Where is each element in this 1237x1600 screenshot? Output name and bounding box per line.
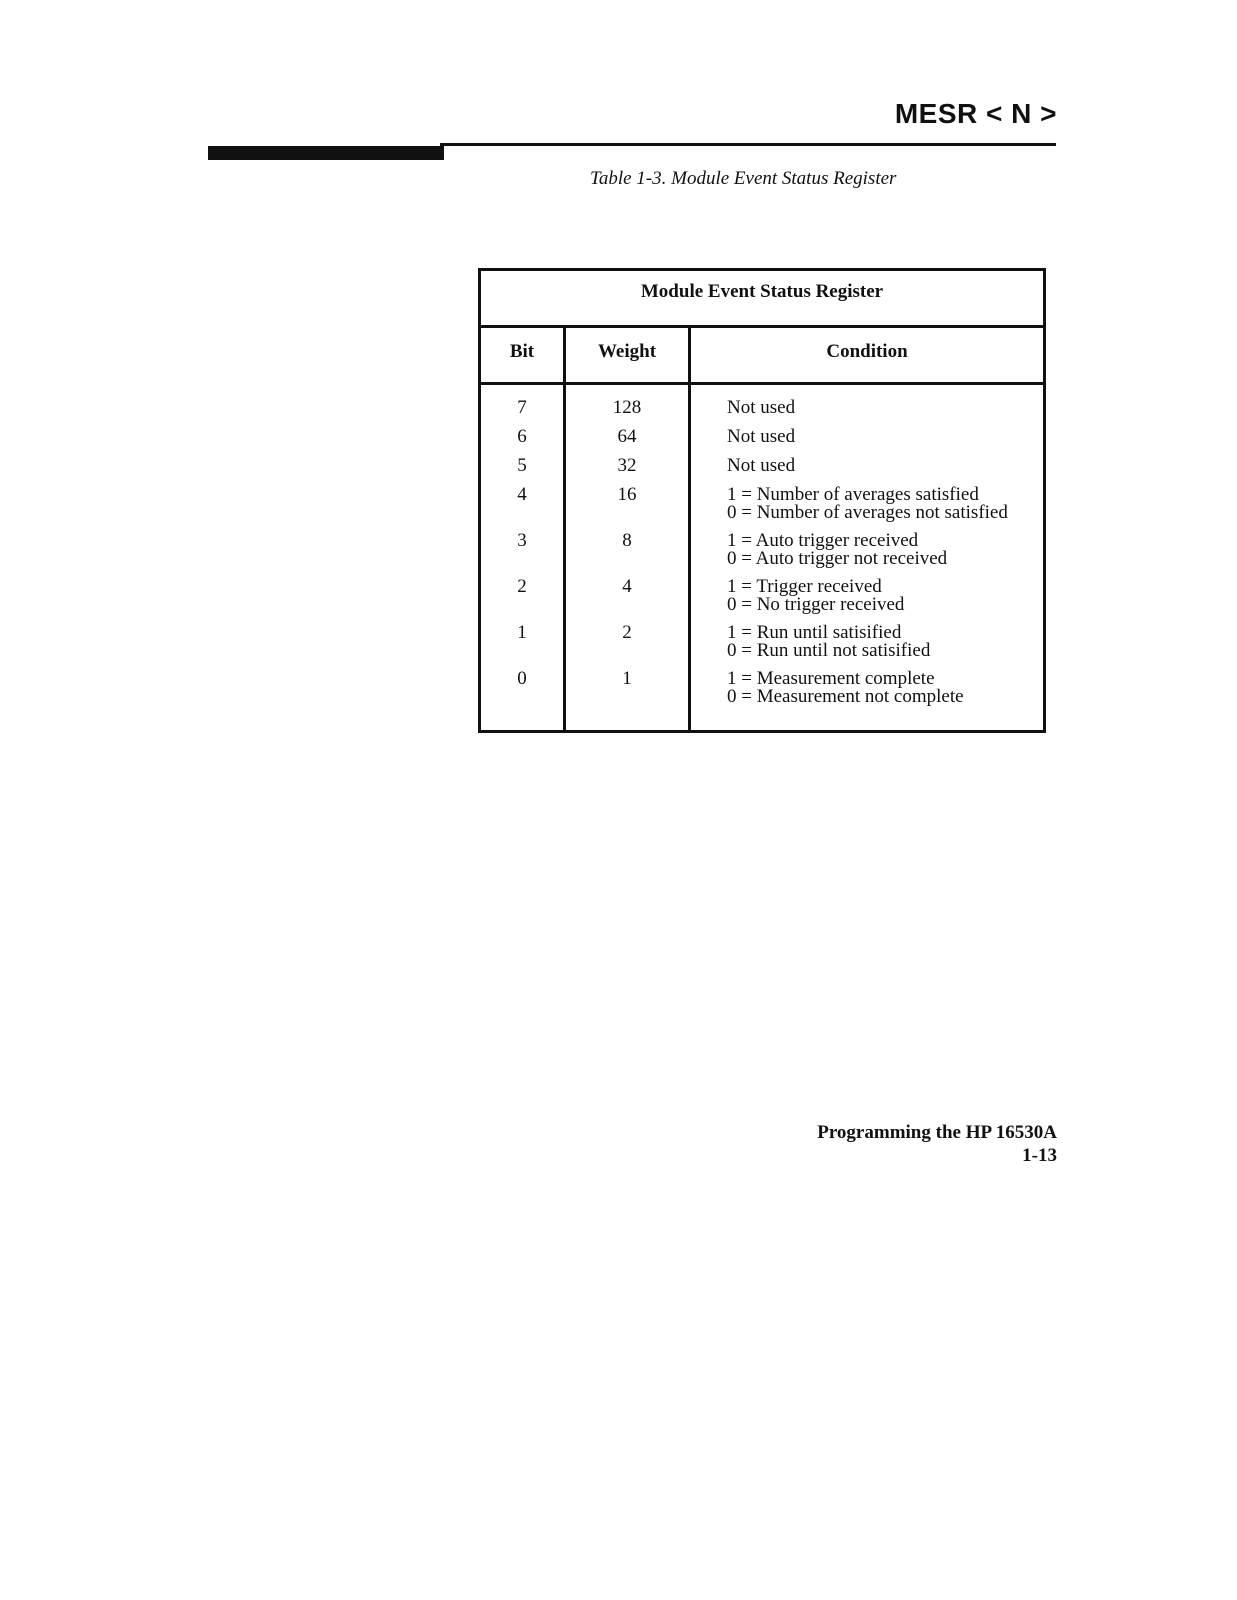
header-rule bbox=[440, 143, 1056, 146]
bit-cell: 4 bbox=[517, 484, 527, 505]
bit-cell: 5 bbox=[517, 455, 527, 476]
footer-title: Programming the HP 16530A bbox=[817, 1122, 1057, 1143]
condition-line: 1 = Trigger received bbox=[727, 576, 882, 597]
condition-line: Not used bbox=[727, 455, 796, 476]
table-body bbox=[481, 399, 1043, 716]
bit-cell: 6 bbox=[517, 426, 527, 447]
table-row bbox=[481, 486, 1043, 532]
table-row bbox=[481, 670, 1043, 716]
weight-cell: 32 bbox=[617, 455, 637, 476]
weight-cell: 8 bbox=[622, 530, 632, 551]
header-rule-bar bbox=[208, 146, 444, 160]
table-row bbox=[481, 428, 1043, 457]
table-row bbox=[481, 624, 1043, 670]
bit-cell: 2 bbox=[517, 576, 527, 597]
condition-cell bbox=[727, 624, 1047, 660]
bit-cell: 1 bbox=[517, 622, 527, 643]
condition-line: 1 = Run until satisified bbox=[727, 622, 902, 643]
condition-cell bbox=[727, 670, 1047, 706]
weight-cell: 2 bbox=[622, 622, 632, 643]
condition-line: 0 = Measurement not complete bbox=[727, 686, 964, 707]
table-row bbox=[481, 399, 1043, 428]
weight-cell: 4 bbox=[622, 576, 632, 597]
page-number: 1-13 bbox=[1022, 1145, 1057, 1166]
condition-cell bbox=[727, 578, 1047, 614]
condition-line: 1 = Measurement complete bbox=[727, 668, 935, 689]
table-heading: Module Event Status Register bbox=[481, 271, 1043, 328]
page-section-title: MESR < N > bbox=[894, 98, 1057, 129]
bit-cell: 0 bbox=[517, 668, 527, 689]
condition-cell bbox=[727, 428, 1047, 446]
condition-line: 0 = Number of averages not satisfied bbox=[727, 502, 1008, 523]
table-row bbox=[481, 532, 1043, 578]
condition-line: 1 = Number of averages satisfied bbox=[727, 484, 979, 505]
condition-line: Not used bbox=[727, 426, 796, 447]
weight-cell: 64 bbox=[617, 426, 637, 447]
weight-cell: 1 bbox=[622, 668, 632, 689]
table-caption: Table 1-3. Module Event Status Register bbox=[590, 168, 897, 189]
bit-cell: 3 bbox=[517, 530, 527, 551]
weight-cell: 128 bbox=[612, 397, 642, 418]
condition-line: Not used bbox=[727, 397, 796, 418]
condition-cell bbox=[727, 399, 1047, 417]
condition-cell bbox=[727, 532, 1047, 568]
condition-line: 0 = Auto trigger not received bbox=[727, 548, 948, 569]
condition-cell bbox=[727, 486, 1047, 522]
bit-cell: 7 bbox=[517, 397, 527, 418]
table-row bbox=[481, 578, 1043, 624]
condition-line: 0 = Run until not satisified bbox=[727, 640, 931, 661]
condition-line: 1 = Auto trigger received bbox=[727, 530, 919, 551]
column-header-bit: Bit bbox=[509, 341, 535, 362]
column-header-condition: Condition bbox=[826, 341, 908, 362]
condition-line: 0 = No trigger received bbox=[727, 594, 905, 615]
column-header-weight: Weight bbox=[597, 341, 657, 362]
table-row bbox=[481, 457, 1043, 486]
weight-cell: 16 bbox=[617, 484, 637, 505]
register-table bbox=[478, 268, 1046, 733]
condition-cell bbox=[727, 457, 1047, 475]
